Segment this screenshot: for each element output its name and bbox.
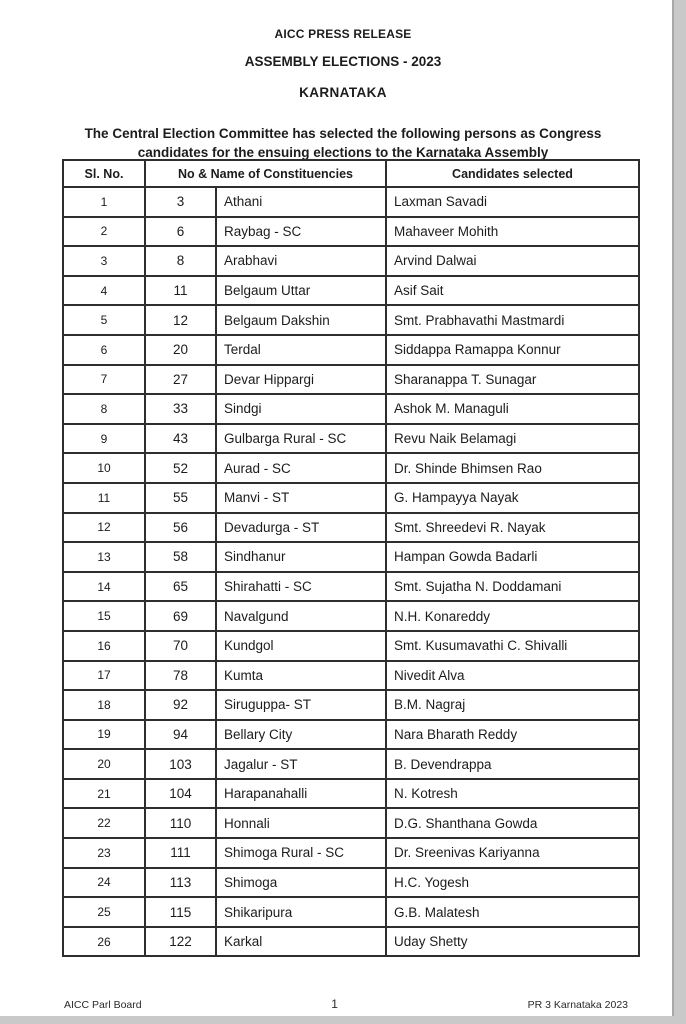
- sl-no-cell: 11: [63, 483, 145, 513]
- constituency-name-cell: Manvi - ST: [216, 483, 386, 513]
- constituency-name-cell: Shikaripura: [216, 897, 386, 927]
- candidate-cell: Dr. Shinde Bhimsen Rao: [386, 453, 639, 483]
- sl-no-cell: 21: [63, 779, 145, 809]
- constituency-no-cell: 52: [145, 453, 216, 483]
- table-row: [63, 572, 639, 602]
- constituency-name-cell: Athani: [216, 187, 386, 217]
- constituency-no-cell: 113: [145, 868, 216, 898]
- candidate-cell: Revu Naik Belamagi: [386, 424, 639, 454]
- table-row: [63, 720, 639, 750]
- candidate-cell: G. Hampayya Nayak: [386, 483, 639, 513]
- constituency-no-cell: 103: [145, 749, 216, 779]
- candidate-cell: Smt. Shreedevi R. Nayak: [386, 513, 639, 543]
- sl-no-cell: 15: [63, 601, 145, 631]
- constituency-no-cell: 122: [145, 927, 216, 957]
- constituency-no-cell: 115: [145, 897, 216, 927]
- candidate-cell: Smt. Sujatha N. Doddamani: [386, 572, 639, 602]
- constituency-name-cell: Devar Hippargi: [216, 365, 386, 395]
- election-title: ASSEMBLY ELECTIONS - 2023: [244, 54, 442, 69]
- candidate-cell: Smt. Kusumavathi C. Shivalli: [386, 631, 639, 661]
- constituency-name-cell: Shimoga Rural - SC: [216, 838, 386, 868]
- table-row: [63, 838, 639, 868]
- candidate-cell: Uday Shetty: [386, 927, 639, 957]
- constituency-name-cell: Harapanahalli: [216, 779, 386, 809]
- table-row: [63, 305, 639, 335]
- sl-no-cell: 8: [63, 394, 145, 424]
- page-number: 1: [331, 997, 338, 1011]
- constituency-no-cell: 20: [145, 335, 216, 365]
- press-release-title: AICC PRESS RELEASE: [274, 27, 412, 41]
- table-row: [63, 246, 639, 276]
- candidate-cell: Asif Sait: [386, 276, 639, 306]
- table-row: [63, 690, 639, 720]
- sl-no-cell: 10: [63, 453, 145, 483]
- constituency-no-cell: 11: [145, 276, 216, 306]
- table-row: [63, 542, 639, 572]
- constituency-no-cell: 55: [145, 483, 216, 513]
- constituency-no-cell: 70: [145, 631, 216, 661]
- candidate-cell: Nara Bharath Reddy: [386, 720, 639, 750]
- constituency-no-cell: 56: [145, 513, 216, 543]
- candidate-cell: B. Devendrappa: [386, 749, 639, 779]
- constituency-name-cell: Devadurga - ST: [216, 513, 386, 543]
- sl-no-cell: 13: [63, 542, 145, 572]
- constituency-no-cell: 12: [145, 305, 216, 335]
- table-row: [63, 631, 639, 661]
- constituency-no-cell: 92: [145, 690, 216, 720]
- constituency-name-cell: Sindgi: [216, 394, 386, 424]
- candidate-cell: Mahaveer Mohith: [386, 217, 639, 247]
- constituency-no-cell: 58: [145, 542, 216, 572]
- table-row: [63, 808, 639, 838]
- table-row: [63, 187, 639, 217]
- candidate-cell: G.B. Malatesh: [386, 897, 639, 927]
- sl-no-cell: 5: [63, 305, 145, 335]
- constituency-name-cell: Sindhanur: [216, 542, 386, 572]
- constituency-no-cell: 8: [145, 246, 216, 276]
- col-header-constituencies: No & Name of Constituencies: [145, 160, 386, 187]
- table-row: [63, 749, 639, 779]
- constituency-name-cell: Belgaum Uttar: [216, 276, 386, 306]
- constituency-no-cell: 94: [145, 720, 216, 750]
- sl-no-cell: 4: [63, 276, 145, 306]
- constituency-no-cell: 3: [145, 187, 216, 217]
- sl-no-cell: 23: [63, 838, 145, 868]
- table-row: [63, 927, 639, 957]
- constituency-no-cell: 78: [145, 661, 216, 691]
- table-row: [63, 483, 639, 513]
- sl-no-cell: 2: [63, 217, 145, 247]
- constituency-no-cell: 69: [145, 601, 216, 631]
- candidate-cell: Dr. Sreenivas Kariyanna: [386, 838, 639, 868]
- col-header-candidates: Candidates selected: [386, 160, 639, 187]
- sl-no-cell: 12: [63, 513, 145, 543]
- constituency-name-cell: Jagalur - ST: [216, 749, 386, 779]
- constituency-name-cell: Karkal: [216, 927, 386, 957]
- table-row: [63, 217, 639, 247]
- constituency-no-cell: 27: [145, 365, 216, 395]
- page-footer: [64, 997, 628, 1011]
- constituency-no-cell: 111: [145, 838, 216, 868]
- candidate-cell: Smt. Prabhavathi Mastmardi: [386, 305, 639, 335]
- constituency-no-cell: 6: [145, 217, 216, 247]
- sl-no-cell: 16: [63, 631, 145, 661]
- candidate-cell: N. Kotresh: [386, 779, 639, 809]
- footer-left-label: AICC Parl Board: [64, 999, 142, 1011]
- constituency-name-cell: Siruguppa- ST: [216, 690, 386, 720]
- table-row: [63, 276, 639, 306]
- state-title: KARNATAKA: [299, 85, 387, 100]
- candidate-cell: B.M. Nagraj: [386, 690, 639, 720]
- candidate-cell: Ashok M. Managuli: [386, 394, 639, 424]
- sl-no-cell: 22: [63, 808, 145, 838]
- table-row: [63, 365, 639, 395]
- table-row: [63, 394, 639, 424]
- table-row: [63, 779, 639, 809]
- table-body: [63, 187, 639, 956]
- sl-no-cell: 25: [63, 897, 145, 927]
- sl-no-cell: 3: [63, 246, 145, 276]
- sl-no-cell: 20: [63, 749, 145, 779]
- constituency-name-cell: Navalgund: [216, 601, 386, 631]
- table-row: [63, 453, 639, 483]
- table-row: [63, 424, 639, 454]
- constituency-no-cell: 104: [145, 779, 216, 809]
- table-header-row: [63, 160, 639, 187]
- sl-no-cell: 24: [63, 868, 145, 898]
- table-row: [63, 661, 639, 691]
- constituency-name-cell: Kundgol: [216, 631, 386, 661]
- sl-no-cell: 7: [63, 365, 145, 395]
- constituency-no-cell: 65: [145, 572, 216, 602]
- candidate-cell: H.C. Yogesh: [386, 868, 639, 898]
- candidate-cell: Sharanappa T. Sunagar: [386, 365, 639, 395]
- constituency-no-cell: 43: [145, 424, 216, 454]
- intro-paragraph: The Central Election Committee has selected the following persons as Congress candidates for the ensuing elections to the Karnataka Assembly: [84, 126, 602, 160]
- candidate-cell: N.H. Konareddy: [386, 601, 639, 631]
- table-row: [63, 897, 639, 927]
- candidate-cell: Laxman Savadi: [386, 187, 639, 217]
- sl-no-cell: 9: [63, 424, 145, 454]
- constituency-name-cell: Arabhavi: [216, 246, 386, 276]
- col-header-sl-no: Sl. No.: [63, 160, 145, 187]
- candidate-cell: Nivedit Alva: [386, 661, 639, 691]
- sl-no-cell: 19: [63, 720, 145, 750]
- constituency-name-cell: Aurad - SC: [216, 453, 386, 483]
- table-row: [63, 868, 639, 898]
- sl-no-cell: 14: [63, 572, 145, 602]
- table-row: [63, 335, 639, 365]
- constituency-name-cell: Raybag - SC: [216, 217, 386, 247]
- table-row: [63, 513, 639, 543]
- table-row: [63, 601, 639, 631]
- sl-no-cell: 18: [63, 690, 145, 720]
- constituency-name-cell: Belgaum Dakshin: [216, 305, 386, 335]
- constituency-name-cell: Honnali: [216, 808, 386, 838]
- scan-edge-bottom: [0, 1016, 686, 1024]
- candidate-cell: Hampan Gowda Badarli: [386, 542, 639, 572]
- constituency-no-cell: 110: [145, 808, 216, 838]
- sl-no-cell: 6: [63, 335, 145, 365]
- candidate-cell: Siddappa Ramappa Konnur: [386, 335, 639, 365]
- candidate-cell: D.G. Shanthana Gowda: [386, 808, 639, 838]
- constituency-name-cell: Kumta: [216, 661, 386, 691]
- sl-no-cell: 1: [63, 187, 145, 217]
- constituency-name-cell: Terdal: [216, 335, 386, 365]
- sl-no-cell: 17: [63, 661, 145, 691]
- constituency-name-cell: Bellary City: [216, 720, 386, 750]
- constituency-name-cell: Gulbarga Rural - SC: [216, 424, 386, 454]
- candidate-cell: Arvind Dalwai: [386, 246, 639, 276]
- constituency-name-cell: Shirahatti - SC: [216, 572, 386, 602]
- constituency-name-cell: Shimoga: [216, 868, 386, 898]
- constituency-no-cell: 33: [145, 394, 216, 424]
- footer-right-label: PR 3 Karnataka 2023: [527, 999, 628, 1011]
- title-block: [0, 27, 686, 162]
- sl-no-cell: 26: [63, 927, 145, 957]
- candidates-table: [62, 159, 640, 957]
- scan-edge-right: [672, 0, 686, 1024]
